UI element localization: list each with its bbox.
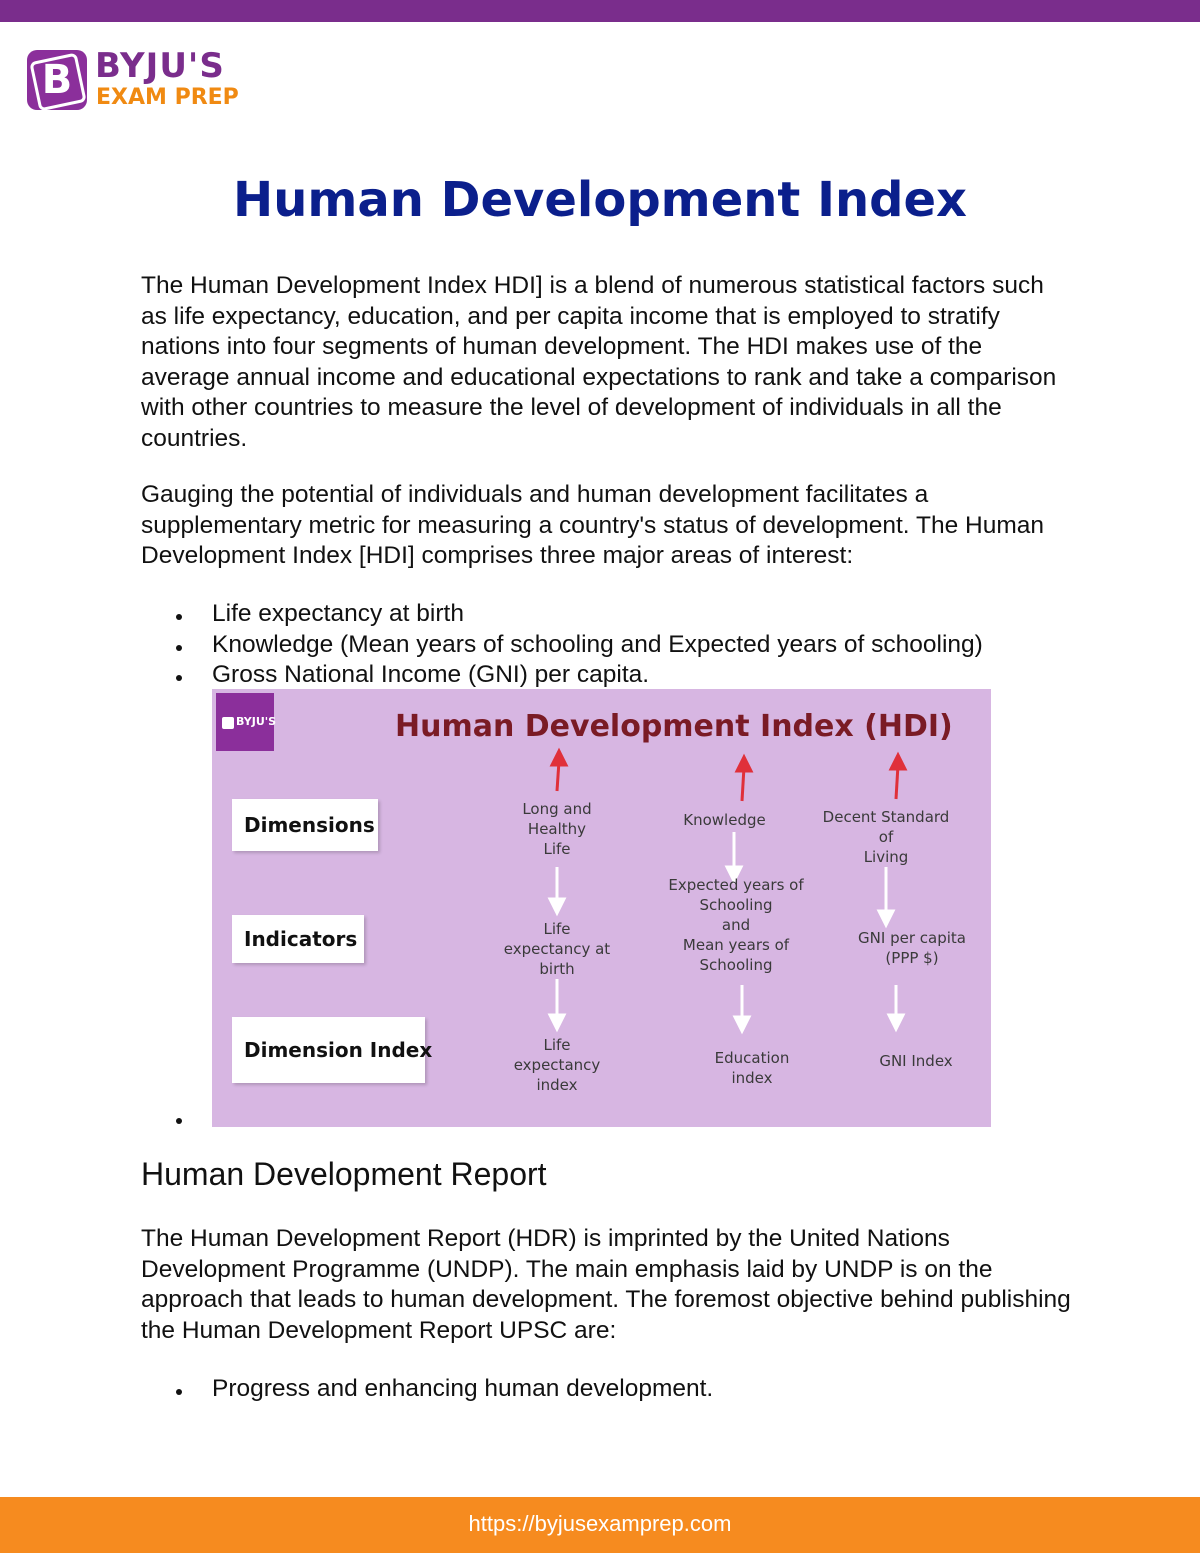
brand-subtitle: EXAM PREP — [96, 85, 239, 110]
intro-paragraph: The Human Development Index HDI] is a blend of numerous statistical factors such as life expectancy, education, and per capita income that is employed to stratify nations into four segments of human development. The HDI makes use of the average annual income and educational expectations to rank and take a comparison with other countries to measure the level of development of individuals in all the countries. — [141, 272, 1057, 452]
page-title: Human Development Index — [233, 172, 967, 228]
list-item: Life expectancy at birth — [141, 599, 983, 630]
list-item: Knowledge (Mean years of schooling and Expected years of schooling) — [141, 630, 983, 661]
indicator-gni: GNI per capita (PPP $) — [858, 929, 966, 967]
figure-logo: BYJU'S — [216, 693, 274, 751]
empty-bullet — [176, 1118, 182, 1124]
diagram-title: Human Development Index (HDI) — [395, 709, 953, 744]
indicator-schooling: Expected years of Schooling and Mean years of Schooling — [668, 876, 804, 974]
label-dimension-index: Dimension Index — [232, 1017, 425, 1083]
dimension-living: Decent Standard of Living — [822, 808, 950, 866]
hdi-areas-list — [141, 599, 983, 691]
byjus-logo-icon: B — [27, 50, 87, 110]
indicator-life-expectancy: Life expectancy at birth — [503, 920, 611, 978]
footer-bar — [0, 1497, 1200, 1553]
brand-name: BYJU'S — [95, 46, 225, 86]
dimension-health: Long and Healthy Life — [522, 800, 592, 858]
areas-paragraph: Gauging the potential of individuals and human development facilitates a supplementary metric for measuring a country's status of development. The Human Development Index [HDI] comprises three major areas of interest: — [141, 481, 1044, 570]
index-education: Education index — [714, 1049, 790, 1087]
list-item: Progress and enhancing human development. — [141, 1374, 713, 1405]
list-item: Gross National Income (GNI) per capita. — [141, 660, 983, 691]
index-gni: GNI Index — [879, 1052, 953, 1070]
section-heading-hdr: Human Development Report — [141, 1156, 547, 1192]
label-indicators: Indicators — [232, 915, 364, 963]
footer-link[interactable]: https://byjusexamprep.com — [468, 1511, 732, 1536]
hdr-paragraph: The Human Development Report (HDR) is imprinted by the United Nations Development Programme (UNDP). The main emphasis laid by UNDP is on the approach that leads to human development. The foremost objective behind publishing the Human Development Report UPSC are: — [141, 1225, 1071, 1344]
up-arrows — [552, 751, 905, 801]
hdi-diagram — [212, 689, 991, 1127]
index-life-expectancy: Life expectancy index — [513, 1036, 601, 1094]
dimension-knowledge: Knowledge — [683, 811, 766, 829]
top-accent-bar — [0, 0, 1200, 22]
hdr-objectives-list — [141, 1374, 713, 1405]
label-dimensions: Dimensions — [232, 799, 378, 851]
